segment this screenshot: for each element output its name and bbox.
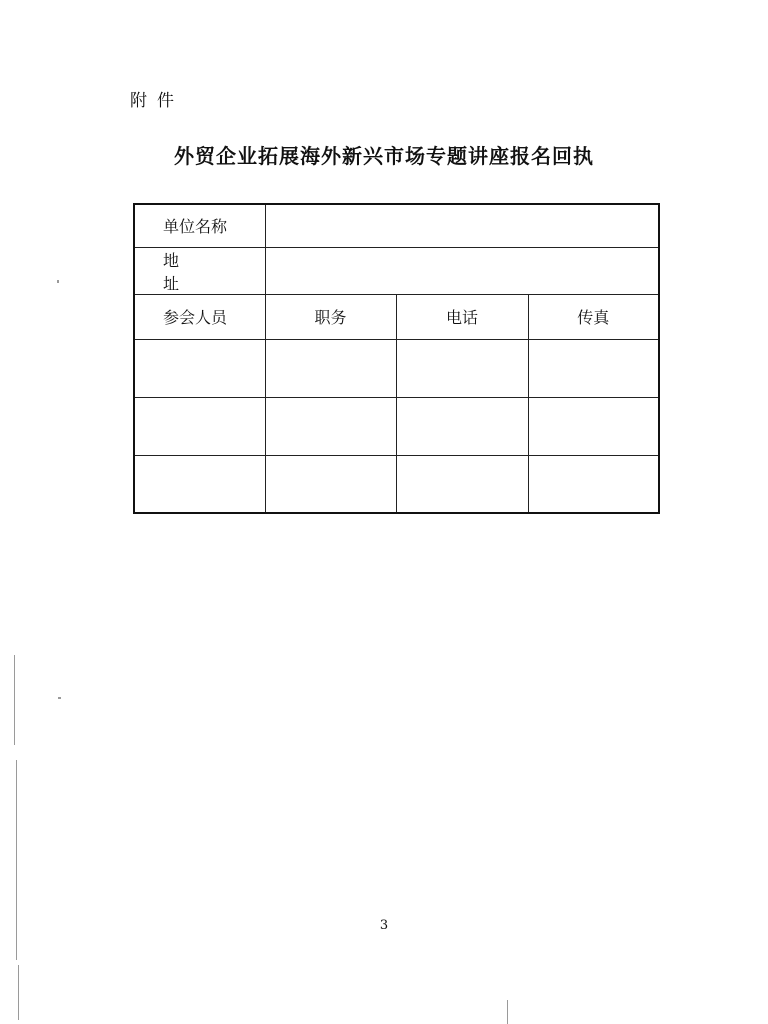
org-name-field[interactable] (265, 204, 659, 247)
column-header-phone: 电话 (396, 294, 528, 339)
document-title: 外贸企业拓展海外新兴市场专题讲座报名回执 (174, 144, 594, 168)
attendee-fax-cell[interactable] (528, 339, 659, 397)
page-number: 3 (379, 918, 389, 933)
attendee-row (134, 339, 659, 397)
address-field[interactable] (265, 247, 659, 294)
attendee-name-cell[interactable] (134, 455, 265, 513)
attendee-fax-cell[interactable] (528, 455, 659, 513)
org-name-label: 单位名称 (134, 204, 265, 247)
attendee-phone-cell[interactable] (396, 455, 528, 513)
address-row (134, 247, 659, 294)
address-label: 地址 (134, 247, 265, 294)
attendee-header-row (134, 294, 659, 339)
registration-form-table (133, 203, 660, 514)
scan-artifact (18, 965, 19, 1020)
attendee-name-cell[interactable] (134, 397, 265, 455)
scan-artifact (16, 760, 17, 960)
attendee-fax-cell[interactable] (528, 397, 659, 455)
scan-artifact (14, 655, 15, 745)
attachment-label: 附件 (130, 91, 184, 111)
scan-artifact (507, 1000, 508, 1024)
attendee-label: 参会人员 (134, 294, 265, 339)
attendee-phone-cell[interactable] (396, 339, 528, 397)
org-name-row (134, 204, 659, 247)
attendee-position-cell[interactable] (265, 397, 396, 455)
scan-artifact (58, 697, 61, 699)
attendee-position-cell[interactable] (265, 455, 396, 513)
column-header-fax: 传真 (528, 294, 659, 339)
scan-artifact (57, 280, 59, 283)
attendee-phone-cell[interactable] (396, 397, 528, 455)
attendee-name-cell[interactable] (134, 339, 265, 397)
attendee-row (134, 455, 659, 513)
attendee-position-cell[interactable] (265, 339, 396, 397)
attendee-row (134, 397, 659, 455)
column-header-position: 职务 (265, 294, 396, 339)
